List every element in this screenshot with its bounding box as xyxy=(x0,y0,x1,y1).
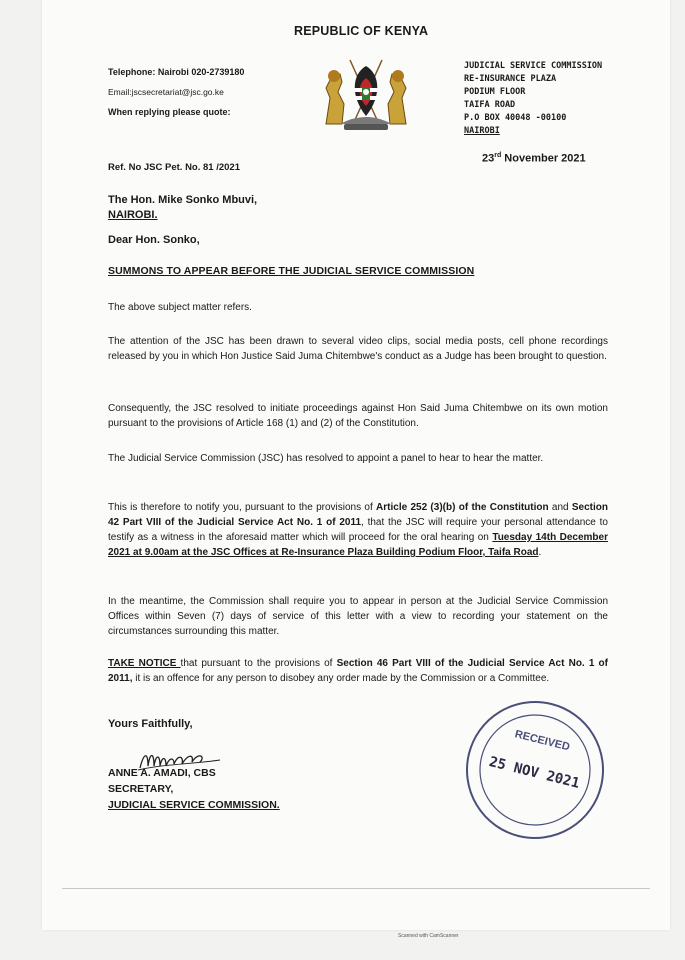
signatory-title: SECRETARY, xyxy=(108,783,174,795)
contact-block xyxy=(108,62,244,122)
take-notice-label: TAKE NOTICE xyxy=(108,658,181,669)
signature-block xyxy=(108,765,280,813)
address-line-1: JUDICIAL SERVICE COMMISSION xyxy=(464,61,603,71)
addressee-city: NAIROBI. xyxy=(108,209,158,221)
address-line-6: NAIROBI xyxy=(464,126,500,136)
salutation: Dear Hon. Sonko, xyxy=(108,234,200,246)
telephone-line: Telephone: Nairobi 020-2739180 xyxy=(108,67,245,77)
paragraph-4: The Judicial Service Commission (JSC) has resolved to appoint a panel to hear to hear the matter. xyxy=(108,453,544,464)
address-line-4: TAIFA ROAD xyxy=(464,100,516,110)
hearing-details: Tuesday 14th December 2021 at 9.00am at the JSC Offices at Re-Insurance Plaza Building Podium Floor, Taifa Road xyxy=(108,532,608,558)
closing-line: Yours Faithfully, xyxy=(108,718,193,730)
email-line: Email:jscsecretariat@jsc.go.ke xyxy=(108,87,224,97)
coat-of-arms-icon xyxy=(316,52,416,132)
letterhead-title: REPUBLIC OF KENYA xyxy=(294,24,429,38)
paragraph-5: This is therefore to notify you, pursuant to the provisions of Article 252 (3)(b) of the Constitution and Section 42 Part VIII of the Judicial Service Act No. 1 of 2011, that the JSC will require your personal attendance to testify as a witness in the aforesaid matter which will proceed for the oral hearing on Tuesday 14th December 2021 at 9.00am at the JSC Offices at Re-Insurance Plaza Building Podium Floor, Taifa Road. xyxy=(108,502,609,558)
reference-number: Ref. No JSC Pet. No. 81 /2021 xyxy=(108,162,240,173)
received-stamp xyxy=(460,695,610,845)
subject-line: SUMMONS TO APPEAR BEFORE THE JUDICIAL SERVICE COMMISSION xyxy=(108,265,475,277)
paragraph-7: TAKE NOTICE that pursuant to the provisions of Section 46 Part VIII of the Judicial Service Act No. 1 of 2011, it is an offence for any person to disobey any order made by the Commission or a Committee. xyxy=(108,658,608,684)
letter-page xyxy=(42,0,670,930)
paragraph-6: In the meantime, the Commission shall require you to appear in person at the Judicial Service Commission Offices within Seven (7) days of service of this letter with a view to recording your statement on the circumstances surrounding this matter. xyxy=(108,596,608,637)
addressee-block xyxy=(108,193,257,223)
stamp-date-text: 25 NOV 2021 xyxy=(487,753,582,792)
footer-divider xyxy=(62,888,650,889)
paragraph-3: Consequently, the JSC resolved to initiate proceedings against Hon Said Juma Chitembwe on its own motion pursuant to the provisions of Article 168 (1) and (2) of the Constitution. xyxy=(108,403,608,429)
signatory-organization: JUDICIAL SERVICE COMMISSION. xyxy=(108,799,280,811)
scanner-watermark: Scanned with CamScanner xyxy=(398,933,459,939)
paragraph-2: The attention of the JSC has been drawn to several video clips, social media posts, cell phone recordings released by you in which Hon Justice Said Juma Chitembwe's conduct as a Judge has been brought to question. xyxy=(108,336,608,362)
paragraph-1: The above subject matter refers. xyxy=(108,302,252,313)
signatory-name: ANNE A. AMADI, CBS xyxy=(108,767,216,779)
address-line-2: RE-INSURANCE PLAZA xyxy=(464,74,557,84)
letter-date: 23rd November 2021 xyxy=(482,152,586,165)
address-line-3: PODIUM FLOOR xyxy=(464,87,526,97)
reply-quote-line: When replying please quote: xyxy=(108,107,231,117)
addressee-name: The Hon. Mike Sonko Mbuvi, xyxy=(108,194,258,206)
address-line-5: P.O BOX 40048 -00100 xyxy=(464,113,567,123)
stamp-received-text: RECEIVED xyxy=(513,728,571,754)
commission-address xyxy=(464,60,602,138)
